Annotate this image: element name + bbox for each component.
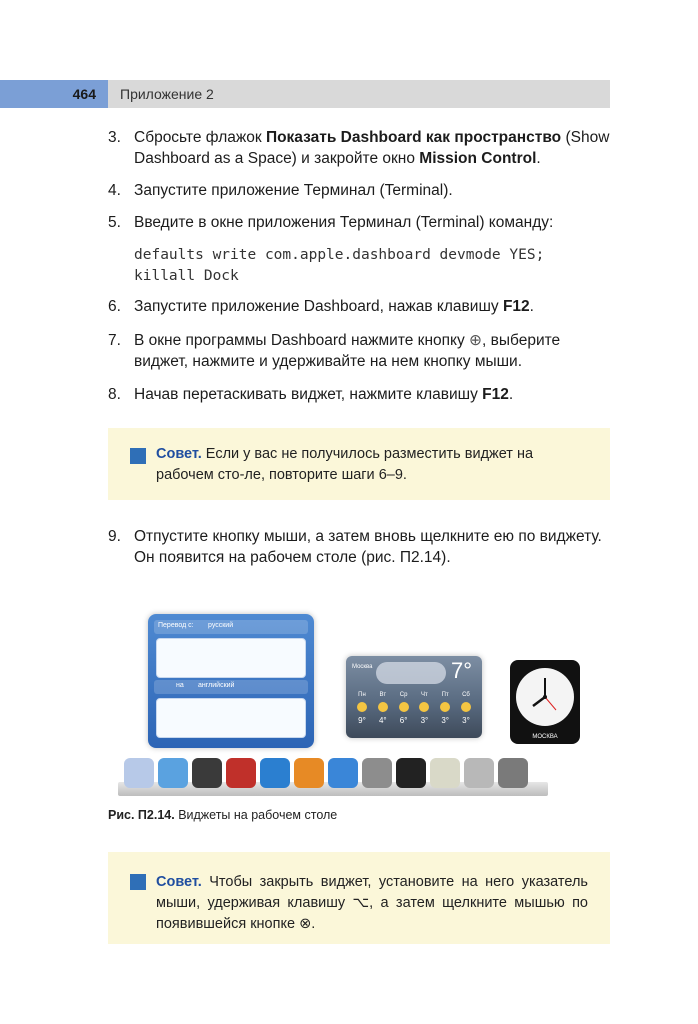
- tip-box-2: [108, 852, 610, 944]
- tip-box-1: [108, 428, 610, 500]
- sun-icon: [419, 702, 429, 712]
- weather-day: Ср 6°: [399, 692, 408, 725]
- cloud-icon: [376, 662, 446, 684]
- dock-app-icon: [396, 758, 426, 788]
- sun-icon: [440, 702, 450, 712]
- step-number: 5.: [108, 214, 121, 231]
- tip-marker: [130, 874, 146, 890]
- weather-day: Пн 9°: [358, 692, 366, 725]
- sun-icon: [357, 702, 367, 712]
- tip-text-2: Совет. Чтобы закрыть виджет, установите на него указатель мыши, удерживая клавишу ⌥, а затем щелкните мышью по появившейся кнопке ⊗.: [156, 874, 588, 932]
- weather-day: Сб 3°: [462, 692, 470, 725]
- step-text: Запустите приложение Терминал (Terminal).: [134, 182, 453, 199]
- clock-hands-icon: [516, 668, 574, 726]
- dock-app-icon: [192, 758, 222, 788]
- running-header: [0, 80, 610, 108]
- terminal-command: defaults write com.apple.dashboard devmode YES; killall Dock: [134, 247, 545, 284]
- clock-face: [516, 668, 574, 726]
- dock-app-icon: [362, 758, 392, 788]
- figure-widgets: [118, 606, 558, 802]
- weather-widget: Москва 7° Пн 9° Вт 4° Ср 6° Чт 3° Пт 3° Сб 3°: [346, 656, 482, 738]
- dock-app-icon: [226, 758, 256, 788]
- step-text: Запустите приложение Dashboard, нажав клавишу F12.: [134, 298, 534, 315]
- clock-widget: МОСКВА: [510, 660, 580, 744]
- dock-app-icon: [158, 758, 188, 788]
- dock-app-icon: [498, 758, 528, 788]
- step-number: 8.: [108, 386, 121, 403]
- sun-icon: [461, 702, 471, 712]
- step-text: Начав перетаскивать виджет, нажмите клавишу F12.: [134, 386, 514, 403]
- step-text: Введите в окне приложения Терминал (Terminal) команду:: [134, 214, 554, 231]
- step-text: Сбросьте флажок Показать Dashboard как пространство (Show Dashboard as a Space) и закройте окно Mission Control.: [134, 129, 610, 167]
- step-number: 7.: [108, 332, 121, 349]
- step-number: 4.: [108, 182, 121, 199]
- sun-icon: [399, 702, 409, 712]
- add-widget-icon: ⊕: [469, 332, 483, 349]
- step-number: 3.: [108, 129, 121, 146]
- dock-app-icon: [124, 758, 154, 788]
- dock-app-icon: [464, 758, 494, 788]
- section-title: Приложение 2: [120, 86, 214, 102]
- translator-output: [156, 698, 306, 738]
- tip-text-1: Совет. Если у вас не получилось разместить виджет на рабочем сто-ле, повторите шаги 6–9.: [156, 446, 534, 483]
- dock-app-icon: [294, 758, 324, 788]
- step-text: Отпустите кнопку мыши, а затем вновь щелкните ею по виджету. Он появится на рабочем столе (рис. П2.14).: [134, 528, 602, 566]
- step-text: В окне программы Dashboard нажмите кнопку ⊕, выберите виджет, нажмите и удерживайте на нем кнопку мыши.: [134, 332, 561, 370]
- translator-input: [156, 638, 306, 678]
- weather-day: Вт 4°: [378, 692, 387, 725]
- step-number: 9.: [108, 528, 121, 545]
- dock-app-icon: [328, 758, 358, 788]
- page-number: 464: [0, 80, 108, 108]
- weather-day: Пт 3°: [441, 692, 450, 725]
- sun-icon: [378, 702, 388, 712]
- weather-day: Чт 3°: [420, 692, 429, 725]
- dock-app-icon: [430, 758, 460, 788]
- translator-widget: Перевод с: русский на английский: [148, 614, 314, 748]
- step-number: 6.: [108, 298, 121, 315]
- figure-caption: Рис. П2.14. Виджеты на рабочем столе: [108, 808, 338, 822]
- tip-marker: [130, 448, 146, 464]
- dock: [118, 752, 548, 796]
- dock-app-icon: [260, 758, 290, 788]
